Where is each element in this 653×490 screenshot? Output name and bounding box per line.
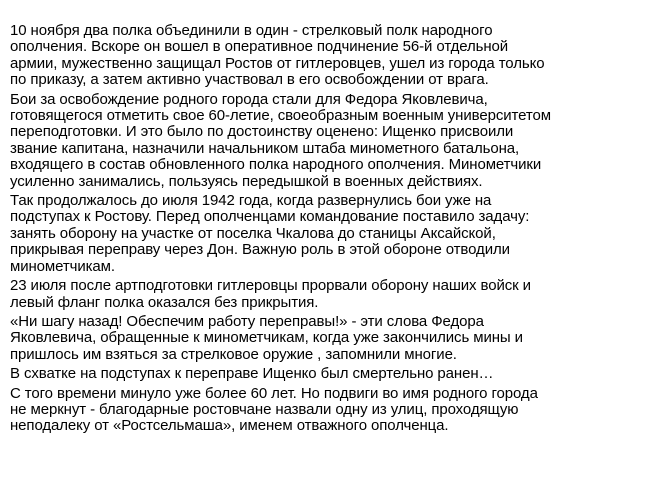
text-line: В схватке на подступах к переправе Ищенко был смертельно ранен… bbox=[10, 365, 494, 383]
text-line: прикрывая переправу через Дон. Важную роль в этой обороне отводили bbox=[10, 241, 510, 259]
text-line: пришлось им взяться за стрелковое оружие , запомнили многие. bbox=[10, 345, 457, 363]
text-line: не меркнут - благодарные ростовчане назвали одну из улиц, проходящую bbox=[10, 400, 519, 418]
text-line: занять оборону на участке от поселка Чкалова до станицы Аксайской, bbox=[10, 224, 496, 242]
paragraph-6 bbox=[10, 366, 647, 382]
text-line: по приказу, а затем активно участвовал в его освобождении от врага. bbox=[10, 71, 489, 89]
text-line: левый фланг полка оказался без прикрытия. bbox=[10, 293, 319, 311]
text-line: 23 июля после артподготовки гитлеровцы прорвали оборону наших войск и bbox=[10, 277, 531, 295]
paragraph-1 bbox=[10, 23, 647, 89]
text-line: Бои за освобождение родного города стали для Федора Яковлевича, bbox=[10, 90, 488, 108]
text-line: 10 ноября два полка объединили в один - стрелковый полк народного bbox=[10, 22, 493, 39]
text-line: «Ни шагу назад! Обеспечим работу переправы!» - эти слова Федора bbox=[10, 312, 484, 330]
text-line: входящего в состав обновленного полка народного ополчения. Минометчики bbox=[10, 156, 542, 174]
text-line: переподготовки. И это было по достоинству оценено: Ищенко присвоили bbox=[10, 123, 514, 141]
text-line: минометчикам. bbox=[10, 257, 115, 275]
text-line: звание капитана, назначили начальником штаба минометного батальона, bbox=[10, 139, 520, 157]
paragraph-2 bbox=[10, 92, 647, 190]
paragraph-5 bbox=[10, 314, 647, 363]
paragraph-3 bbox=[10, 193, 647, 275]
text-line: армии, мужественно защищал Ростов от гитлеровцев, ушел из города только bbox=[10, 54, 545, 72]
text-line: Так продолжалось до июля 1942 года, когда развернулись бои уже на bbox=[10, 192, 492, 210]
text-line: неподалеку от «Ростсельмаша», именем отважного ополченца. bbox=[10, 417, 449, 435]
paragraph-4 bbox=[10, 278, 647, 311]
text-line: ополчения. Вскоре он вошел в оперативное подчинение 56-й отдельной bbox=[10, 38, 509, 56]
text-line: С того времени минуло уже более 60 лет. Но подвиги во имя родного города bbox=[10, 384, 538, 402]
text-line: готовящегося отметить свое 60-летие, своеобразным военным университетом bbox=[10, 107, 551, 125]
text-line: Яковлевича, обращенные к минометчикам, когда уже закончились мины и bbox=[10, 329, 523, 347]
text-line: усиленно занимались, пользуясь передышкой в военных действиях. bbox=[10, 172, 483, 190]
paragraph-7 bbox=[10, 386, 647, 435]
text-line: подступах к Ростову. Перед ополченцами командование поставило задачу: bbox=[10, 208, 530, 226]
